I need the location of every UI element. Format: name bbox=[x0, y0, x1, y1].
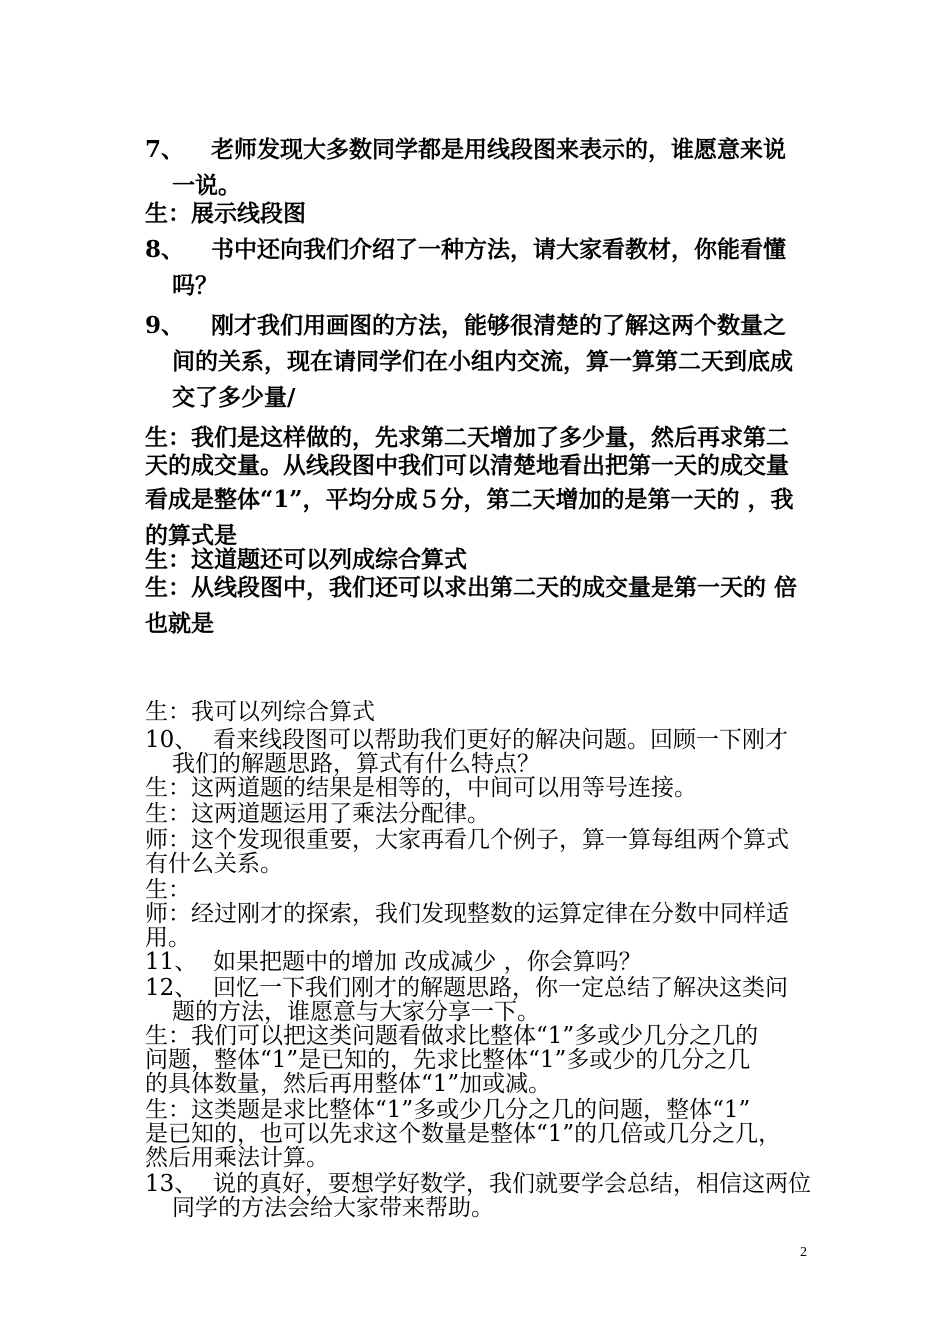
student-line-1: 生：这类题是求比整体“1”多或少几分之几的问题，整体“1” bbox=[145, 1097, 751, 1123]
item-7-number: 7、 bbox=[145, 136, 185, 163]
item-9-number: 9、 bbox=[145, 312, 185, 339]
item-8-line-1 bbox=[145, 236, 786, 264]
item-8-text: 书中还向我们介绍了一种方法，请大家看教材，你能看懂 bbox=[211, 236, 786, 263]
student-line: 生：这两道题的结果是相等的，中间可以用等号连接。 bbox=[145, 775, 697, 801]
student-line-3: 然后用乘法计算。 bbox=[145, 1145, 329, 1171]
item-11-line-1 bbox=[145, 948, 642, 976]
item-12-text: 回忆一下我们刚才的解题思路，你一定总结了解决这类问 bbox=[213, 975, 788, 1001]
student-answer-line-1: 生：我们是这样做的，先求第二天增加了多少量，然后再求第二 bbox=[145, 424, 789, 451]
student-line-1: 生：我们可以把这类问题看做求比整体“1”多或少几分之几的 bbox=[145, 1023, 759, 1049]
student-line-2: 是已知的，也可以先求这个数量是整体“1”的几倍或几分之几， bbox=[145, 1121, 782, 1147]
item-8-number: 8、 bbox=[145, 236, 185, 263]
item-9-line-3: 交了多少量/ bbox=[172, 384, 296, 411]
student-line: 生：这两道题运用了乘法分配律。 bbox=[145, 801, 490, 827]
item-10-text: 看来线段图可以帮助我们更好的解决问题。回顾一下刚才 bbox=[213, 727, 788, 753]
item-7-line-2: 一说。 bbox=[172, 172, 241, 199]
item-10-line-2: 我们的解题思路，算式有什么特点？ bbox=[172, 751, 540, 777]
item-13-line-2: 同学的方法会给大家带来帮助。 bbox=[172, 1195, 494, 1221]
item-12-number: 12、 bbox=[145, 975, 198, 1001]
item-13-text: 说的真好，要想学好数学，我们就要学会总结，相信这两位 bbox=[213, 1171, 811, 1197]
item-7-line-1 bbox=[145, 136, 786, 164]
student-line-3: 的具体数量，然后再用整体“1”加或减。 bbox=[145, 1071, 552, 1097]
student-answer-line-4: 的算式是 bbox=[145, 522, 237, 549]
item-8-line-2: 吗？ bbox=[172, 272, 218, 299]
student-answer-line-2: 天的成交量。从线段图中我们可以清楚地看出把第一天的成交量 bbox=[145, 452, 789, 479]
item-10-number: 10、 bbox=[145, 727, 198, 753]
teacher-line-2: 有什么关系。 bbox=[145, 851, 283, 877]
item-11-text: 如果把题中的增加 改成减少 ，你会算吗？ bbox=[213, 949, 642, 975]
student-line-1: 生：从线段图中，我们还可以求出第二天的成交量是第一天的 倍 bbox=[145, 574, 798, 601]
student-line: 生： bbox=[145, 877, 191, 903]
student-line-2: 也就是 bbox=[145, 610, 214, 637]
teacher-line-1: 师：这个发现很重要，大家再看几个例子，算一算每组两个算式 bbox=[145, 827, 789, 853]
teacher-line-2: 用。 bbox=[145, 925, 191, 951]
item-9-line-2: 间的关系，现在请同学们在小组内交流，算一算第二天到底成 bbox=[172, 348, 793, 375]
teacher-line-1: 师：经过刚才的探索，我们发现整数的运算定律在分数中同样适 bbox=[145, 901, 789, 927]
item-11-number: 11、 bbox=[145, 949, 198, 975]
student-line: 生：这道题还可以列成综合算式 bbox=[145, 546, 467, 573]
item-12-line-2: 题的方法，谁愿意与大家分享一下。 bbox=[172, 999, 540, 1025]
item-9-line-1 bbox=[145, 312, 786, 340]
item-13-number: 13、 bbox=[145, 1171, 198, 1197]
item-9-text: 刚才我们用画图的方法，能够很清楚的了解这两个数量之 bbox=[211, 312, 786, 339]
student-line: 生：我可以列综合算式 bbox=[145, 699, 375, 725]
item-7-text: 老师发现大多数同学都是用线段图来表示的，谁愿意来说 bbox=[211, 136, 786, 163]
student-line-2: 问题，整体“1”是已知的，先求比整体“1”多或少的几分之几 bbox=[145, 1047, 751, 1073]
student-answer-line-3: 看成是整体“1”，平均分成５分，第二天增加的是第一天的 ，我 bbox=[145, 486, 794, 513]
page-number: 2 bbox=[800, 1245, 807, 1260]
student-line: 生：展示线段图 bbox=[145, 200, 306, 227]
